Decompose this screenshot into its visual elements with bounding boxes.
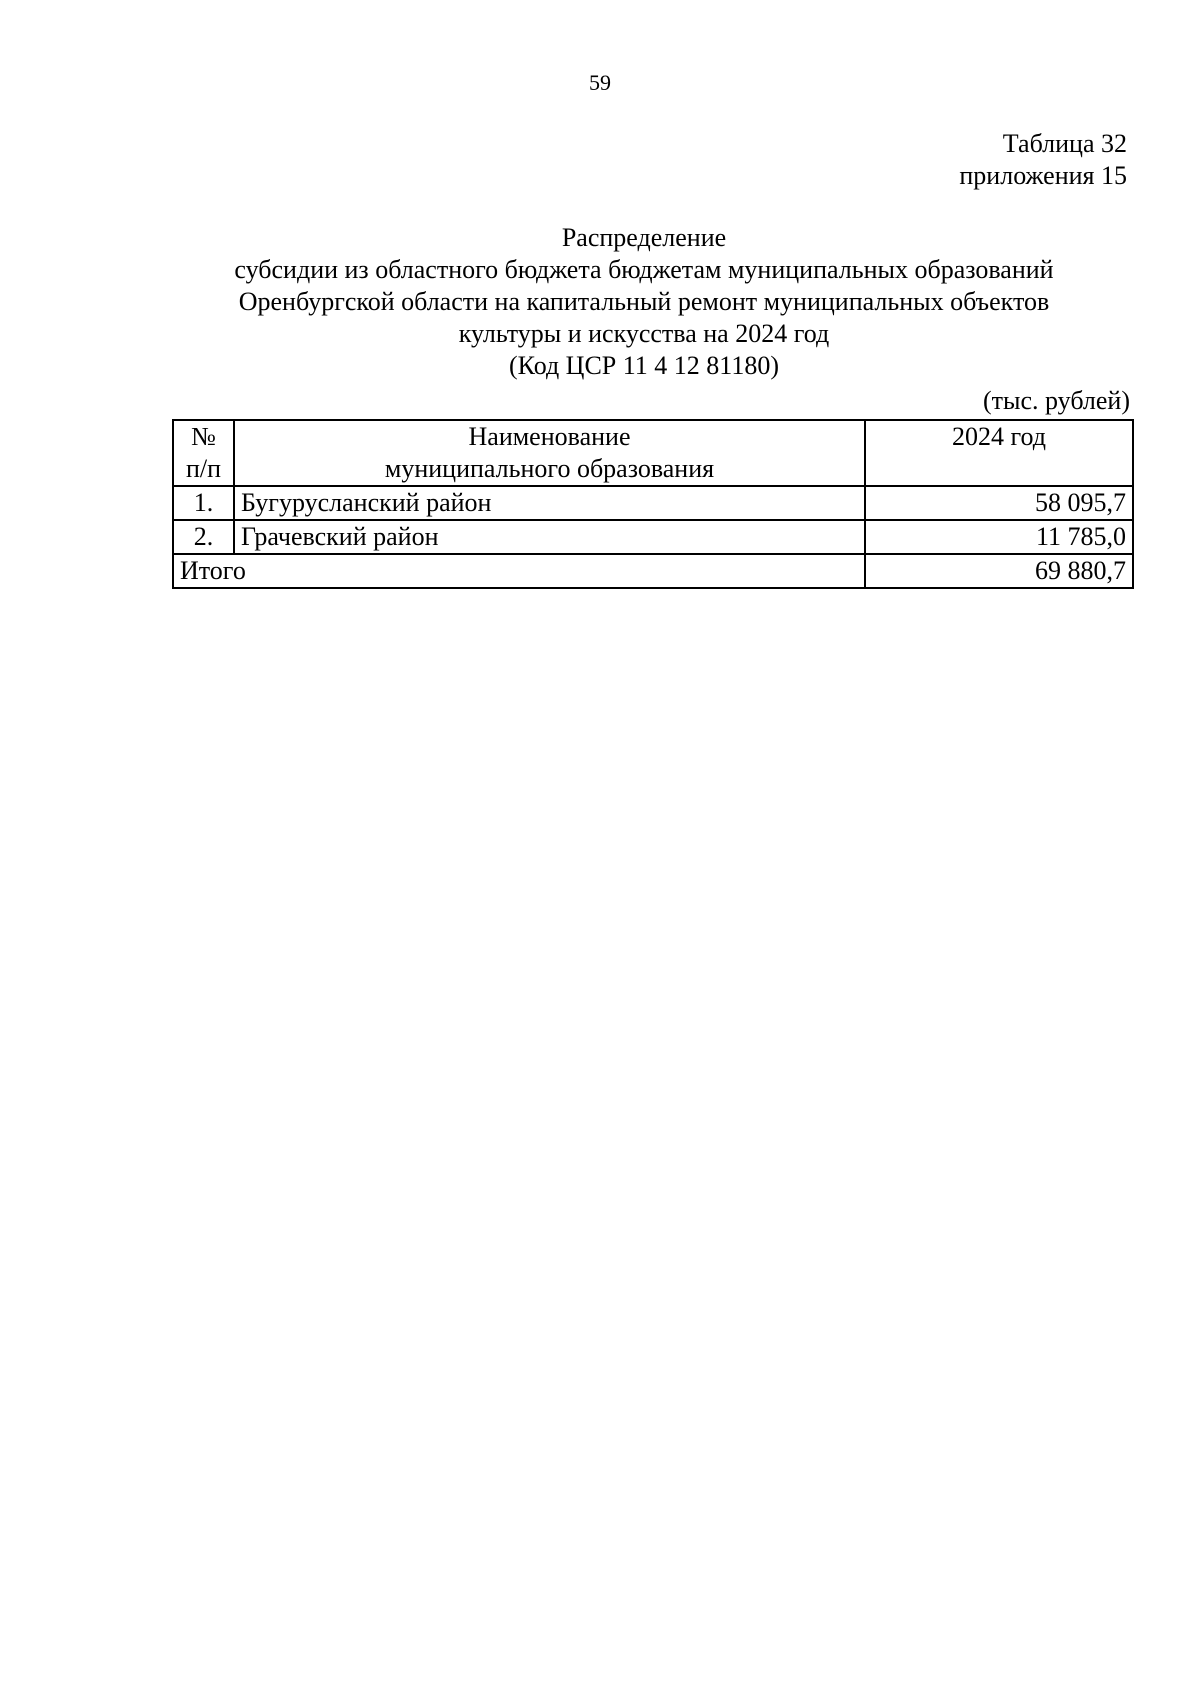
heading-line4: культуры и искусства на 2024 год [458, 319, 830, 348]
table-row [173, 486, 1133, 520]
table-total-row [173, 554, 1133, 588]
table-reference-line2: приложения 15 [959, 161, 1127, 190]
page-number: 59 [589, 70, 611, 95]
table-reference [959, 128, 1127, 192]
row-number: 1. [173, 486, 234, 520]
header-name [234, 420, 865, 486]
table-header-row [173, 420, 1133, 486]
header-name-line1: Наименование [468, 422, 631, 451]
heading-line5: (Код ЦСР 11 4 12 81180) [509, 351, 779, 380]
units-label: (тыс. рублей) [982, 386, 1130, 415]
table-row [173, 520, 1133, 554]
header-number-line2: п/п [185, 454, 222, 483]
row-value: 11 785,0 [865, 520, 1133, 554]
header-number [173, 420, 234, 486]
heading-line1: Распределение [561, 223, 727, 252]
document-heading [160, 222, 1128, 382]
header-name-line2: муниципального образования [384, 454, 715, 483]
table-reference-line1: Таблица 32 [1002, 129, 1127, 158]
total-value: 69 880,7 [865, 554, 1133, 588]
row-number: 2. [173, 520, 234, 554]
row-value: 58 095,7 [865, 486, 1133, 520]
row-name: Грачевский район [234, 520, 865, 554]
subsidy-table [172, 419, 1134, 589]
heading-line3: Оренбургской области на капитальный ремонт муниципальных объектов [238, 287, 1050, 316]
header-year: 2024 год [865, 420, 1133, 486]
total-label: Итого [173, 554, 865, 588]
header-number-line1: № [191, 422, 216, 451]
heading-line2: субсидии из областного бюджета бюджетам муниципальных образований [234, 255, 1054, 284]
row-name: Бугурусланский район [234, 486, 865, 520]
